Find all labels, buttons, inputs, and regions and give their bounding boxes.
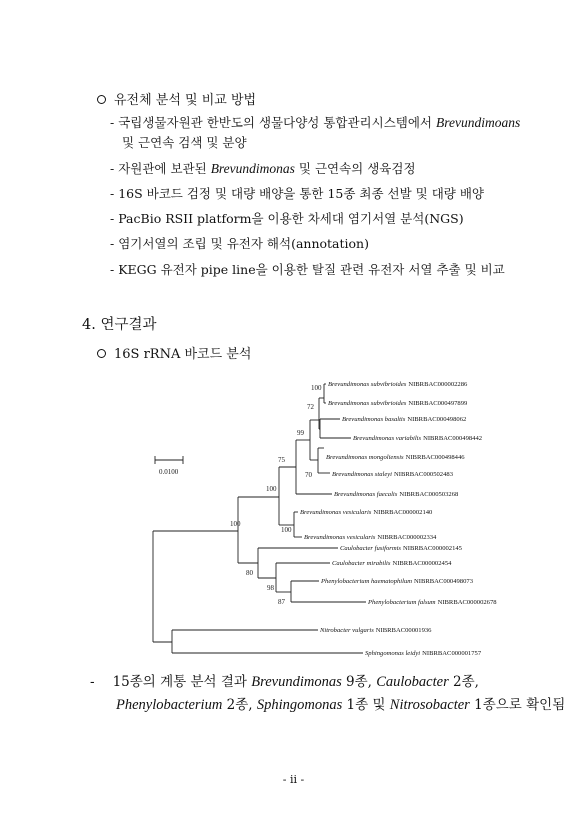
method-item-6: - KEGG 유전자 pipe line을 이용한 탈질 관련 유전자 서열 추출 및 비교 <box>110 262 505 277</box>
conclusion-line-2: Phenylobacterium 2종, Sphingomonas 1종 및 Nitrosobacter 1종으로 확인됨 <box>116 697 566 713</box>
taxon-label: Brevundimonas mongoliensis NIBRBAC000498446 <box>326 454 465 461</box>
bootstrap-value: 99 <box>297 429 304 437</box>
method-item-4: - PacBio RSII platform을 이용한 차세대 염기서열 분석(NGS) <box>110 211 464 226</box>
bootstrap-value: 100 <box>311 384 322 392</box>
conclusion-line-1: - 15종의 계통 분석 결과 Brevundimonas 9종, Caulobacter 2종, <box>90 674 479 690</box>
method-item-5: - 염기서열의 조립 및 유전자 해석(annotation) <box>110 236 369 251</box>
bootstrap-value: 100 <box>281 526 292 534</box>
results-subtitle: 16S rRNA 바코드 분석 <box>97 343 251 362</box>
taxon-label: Brevundimonas subvibrioides NIBRBAC000002286 <box>328 381 468 388</box>
taxon-label: Brevundimonas basaltis NIBRBAC000498062 <box>342 416 467 423</box>
method-item-3: - 16S 바코드 검정 및 대량 배양을 통한 15종 최종 선발 및 대량 배양 <box>110 186 484 201</box>
taxon-label: Brevundimonas vesicularis NIBRBAC000002140 <box>300 509 433 516</box>
taxon-label: Brevundimonas variabilis NIBRBAC000498442 <box>353 435 483 442</box>
results-heading: 4. 연구결과 <box>82 317 157 333</box>
method-item-1: - 국립생물자원관 한반도의 생물다양성 통합관리시스템에서 Brevundimoans <box>110 115 521 130</box>
taxon-label: Sphingomonas leidyi NIBRBAC000001757 <box>365 650 482 657</box>
method-item-1-cont: 및 근연속 검색 및 분양 <box>122 135 247 150</box>
bootstrap-value: 87 <box>278 598 285 606</box>
page-number: - ii - <box>282 773 305 786</box>
taxon-label: Caulobacter fusiformis NIBRBAC000002145 <box>340 545 462 552</box>
taxon-label: Caulobacter mirabilis NIBRBAC000002454 <box>332 560 452 567</box>
taxon-label: Brevundimonas faecalis NIBRBAC000503268 <box>334 491 459 498</box>
bootstrap-value: 70 <box>305 471 312 479</box>
taxon-label: Brevundimonas subvibrioides NIBRBAC000497899 <box>328 400 468 407</box>
bootstrap-value: 72 <box>307 403 314 411</box>
taxon-label: Brevundimonas vesicularis NIBRBAC000002334 <box>304 534 437 541</box>
methods-title: 유전체 분석 및 비교 방법 <box>97 89 256 108</box>
bootstrap-value: 98 <box>267 584 274 592</box>
bootstrap-value: 75 <box>278 456 285 464</box>
taxon-label: Phenylobacterium haematophilum NIBRBAC000498073 <box>321 578 473 585</box>
method-item-2: - 자원관에 보관된 Brevundimonas 및 근연속의 생육검정 <box>110 161 416 176</box>
taxon-label: Brevundimonas staleyi NIBRBAC000502483 <box>332 471 453 478</box>
bootstrap-value: 100 <box>266 485 277 493</box>
bootstrap-value: 80 <box>246 569 253 577</box>
taxon-label: Phenylobacterium falsum NIBRBAC000002678 <box>368 599 497 606</box>
bootstrap-value: 100 <box>230 520 241 528</box>
taxon-label: Nitrobacter vulgaris NIBRBAC00001936 <box>320 627 432 634</box>
scale-label: 0.0100 <box>159 468 179 476</box>
